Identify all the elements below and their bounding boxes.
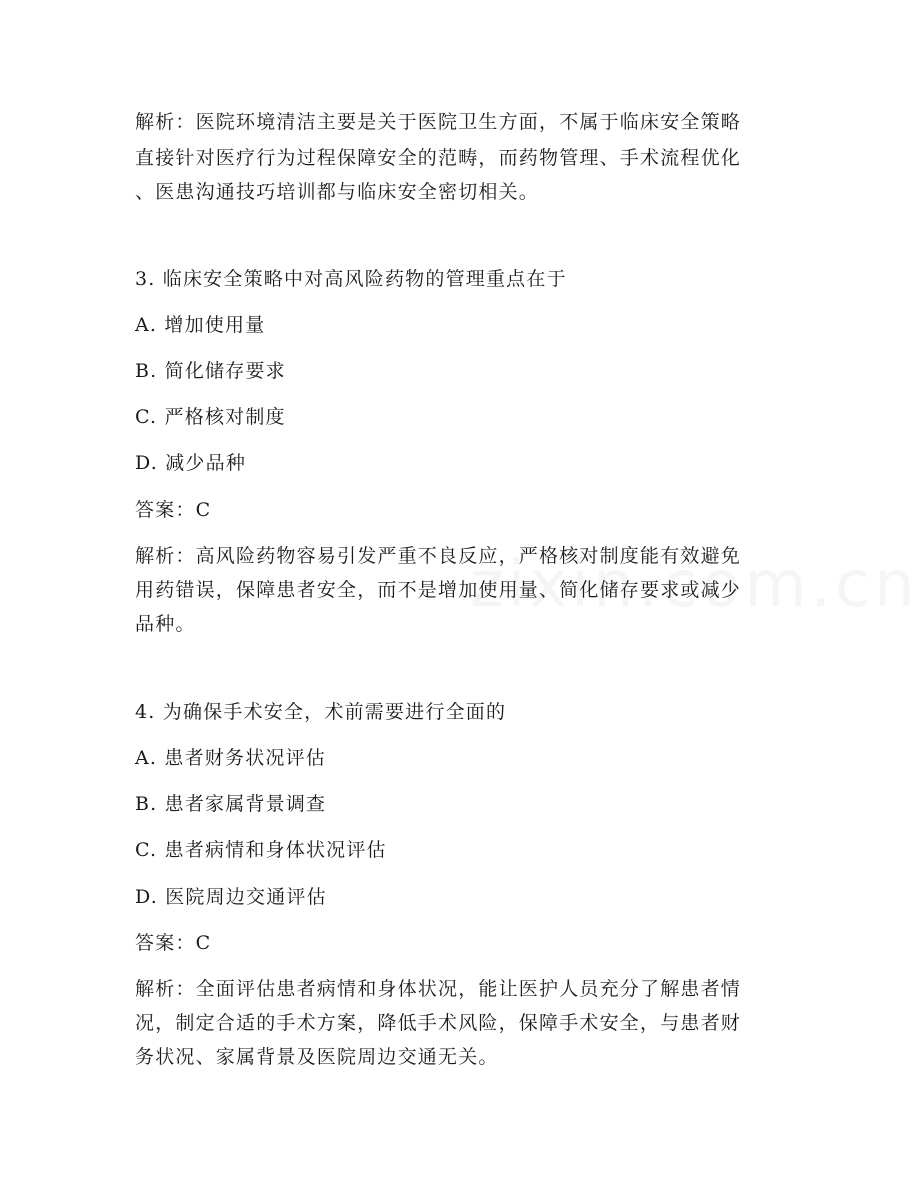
- option-d: D. 减少品种: [135, 452, 247, 474]
- question-text: 4. 为确保手术安全，术前需要进行全面的: [135, 701, 507, 723]
- answer-text: 答案：C: [135, 932, 212, 954]
- explanation-line: 解析：医院环境清洁主要是关于医院卫生方面，不属于临床安全策略: [135, 111, 742, 133]
- explanation-line: 直接针对医疗行为过程保障安全的范畴，而药物管理、手术流程优化: [135, 147, 742, 169]
- explanation-line: 务状况、家属背景及医院周边交通无关。: [135, 1046, 499, 1068]
- option-a: A. 增加使用量: [135, 314, 266, 336]
- explanation-line: 况，制定合适的手术方案，降低手术风险，保障手术安全，与患者财: [135, 1012, 742, 1034]
- option-b: B. 患者家属背景调查: [135, 793, 327, 815]
- explanation-line: 品种。: [135, 613, 196, 635]
- explanation-line: 用药错误，保障患者安全，而不是增加使用量、简化储存要求或减少: [135, 579, 742, 601]
- explanation-line: 、医患沟通技巧培训都与临床安全密切相关。: [135, 181, 540, 203]
- explanation-line: 解析：全面评估患者病情和身体状况，能让医护人员充分了解患者情: [135, 978, 742, 1000]
- option-a: A. 患者财务状况评估: [135, 747, 327, 769]
- option-b: B. 简化储存要求: [135, 360, 286, 382]
- explanation-line: 解析：高风险药物容易引发严重不良反应，严格核对制度能有效避免: [135, 545, 742, 567]
- option-c: C. 患者病情和身体状况评估: [135, 839, 387, 861]
- option-c: C. 严格核对制度: [135, 406, 286, 428]
- question-text: 3. 临床安全策略中对高风险药物的管理重点在于: [135, 268, 567, 290]
- answer-text: 答案：C: [135, 499, 212, 521]
- option-d: D. 医院周边交通评估: [135, 886, 327, 908]
